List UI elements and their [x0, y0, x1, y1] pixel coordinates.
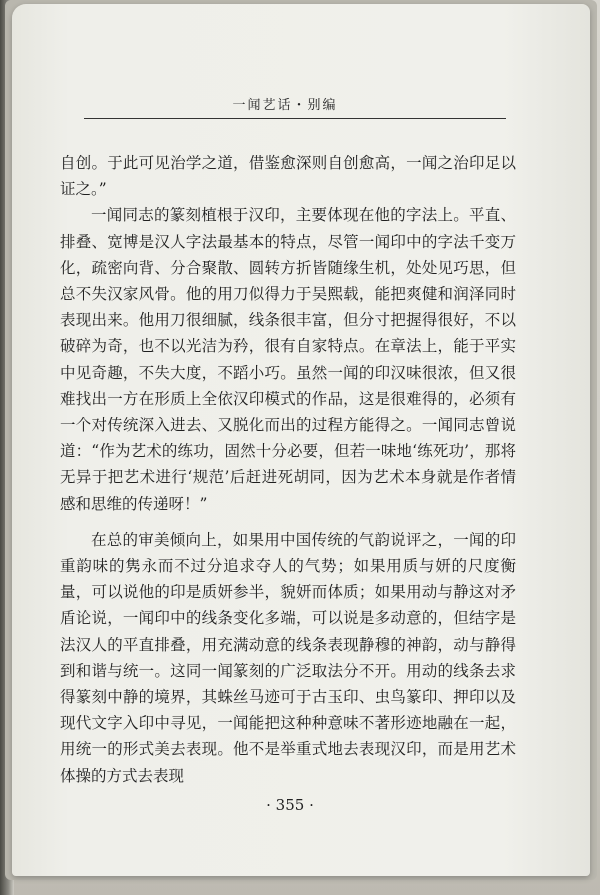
body-text: [60, 150, 516, 789]
running-header: 一闻艺话・别编: [232, 98, 338, 113]
paragraph: 一闻同志的篆刻植根于汉印，主要体现在他的字法上。平直、排叠、宽博是汉人字法最基本的特点，尽管一闻印中的字法千变万化，疏密向背、分合聚散、圆转方折皆随缘生机，处处见巧思，但总不失汉家风骨。他的用刀似得力于吴熙载，能把爽健和润泽同时表现出来。他用刀很细腻，线条很丰富，但分寸把握得很好，不以破碎为奇，也不以光洁为矜，很有自家特点。在章法上，能于平实中见奇趣，不失大度，不蹈小巧。虽然一闻的印汉味很浓，但又很难找出一方在形质上全依汉印模式的作品，这是很难得的，必须有一个对传统深入进去、又脱化而出的过程方能得之。一闻同志曾说道：“作为艺术的练功，固然十分必要，但若一味地‘练死功’，那将无异于把艺术进行‘规范’后赶进死胡同，因为艺术本身就是作者情感和思维的传递呀！”: [60, 206, 516, 513]
paragraph-continuation: 自创。于此可见治学之道，借鉴愈深则自创愈高，一闻之治印足以证之。”: [60, 154, 516, 199]
header-rule: [84, 118, 506, 119]
page-number: · 355 ·: [266, 796, 314, 814]
paragraph: 在总的审美倾向上，如果用中国传统的气韵说评之，一闻的印重韵味的隽永而不过分追求夺人的气势；如果用质与妍的尺度衡量，可以说他的印是质妍参半，貌妍而体质；如果用动与静这对矛盾论说，一闻印中的线条变化多端，可以说是多动意的，但结字是法汉人的平直排叠，用充满动意的线条表现静穆的神韵，动与静得到和谐与统一。这同一闻篆刻的广泛取法分不开。用动的线条去求得篆刻中静的境界，其蛛丝马迹可于古玉印、虫鸟篆印、押印以及现代文字入印中寻见，一闻能把这种种意味不著形迹地融在一起，用统一的形式美去表现。他不是举重式地去表现汉印，而是用艺术体操的方式去表现: [60, 530, 516, 785]
